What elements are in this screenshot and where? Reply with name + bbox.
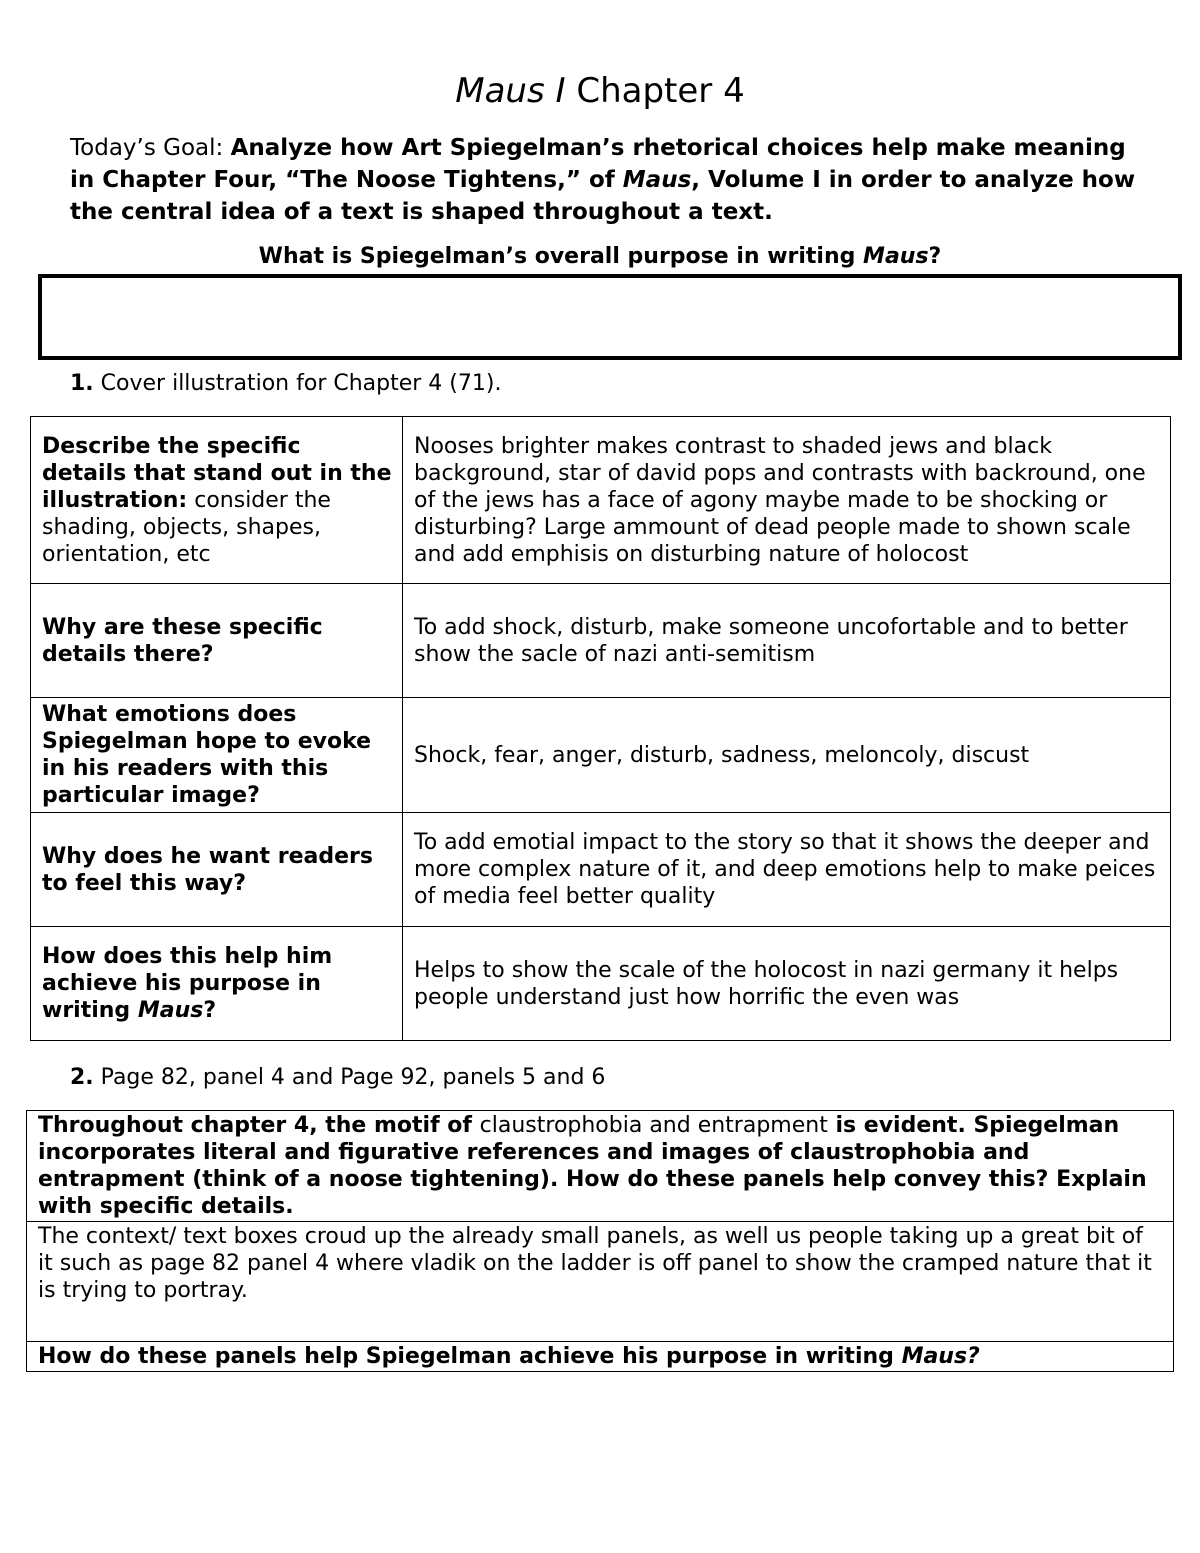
- answer-cell[interactable]: To add shock, disturb, make someone uncofortable and to better show the sacle of nazi anti-semitism: [403, 584, 1171, 698]
- question-cell: [31, 927, 403, 1041]
- question-cell: [31, 698, 403, 813]
- purpose-question-end: ?: [928, 244, 942, 269]
- goal-text-1: Analyze how Art Spiegelman’s rhetorical choices help make meaning in Chapter Four, “The Noose Tightens,” of: [70, 135, 1126, 193]
- title-rest: Chapter 4: [565, 71, 745, 111]
- final-question-italic: Maus?: [901, 1344, 980, 1369]
- answer-cell[interactable]: Shock, fear, anger, disturb, sadness, meloncoly, discust: [403, 698, 1171, 813]
- motif-answer-cell[interactable]: The context/ text boxes croud up the already small panels, as well us people taking up a great bit of it such as page 82 panel 4 where vladik on the ladder is off panel to show the cramped nature that it is trying to portray.: [27, 1222, 1174, 1342]
- section-1-text: Cover illustration for Chapter 4 (71).: [93, 371, 502, 396]
- question-text: How does this help him achieve his purpose in writing: [42, 944, 333, 1023]
- table-row: [27, 1111, 1174, 1222]
- title-italic: Maus I: [455, 71, 566, 111]
- motif-prompt-normal: claustrophobia and entrapment: [479, 1113, 828, 1138]
- question-cell: [31, 584, 403, 698]
- question-text: Why are these specific details there?: [42, 614, 323, 667]
- final-question-text: How do these panels help Spiegelman achieve his purpose in writing: [38, 1344, 902, 1369]
- section-1-number: 1.: [70, 371, 94, 396]
- motif-prompt-bold-2: is evident. Spiegelman incorporates literal and figurative references and images of claustrophobia and entrapment (think of a noose tightening). How do these panels help convey this? Explain with specific details.: [38, 1113, 1147, 1219]
- question-italic: Maus: [137, 998, 204, 1023]
- question-cell: [31, 417, 403, 584]
- table-row: [27, 1342, 1174, 1372]
- table-row: [27, 1222, 1174, 1342]
- question-subtext: consider the shading, objects, shapes, orientation, etc: [42, 487, 331, 567]
- question-text: Describe the specific details that stand out in the illustration:: [42, 433, 392, 513]
- answer-cell[interactable]: Nooses brighter makes contrast to shaded jews and black background, star of david pops and contrasts with backround, one of the jews has a face of agony maybe made to be shocking or disturbing? Large ammount of dead people made to shown scale and add emphisis on disturbing nature of holocost: [403, 417, 1171, 584]
- purpose-answer-box[interactable]: [38, 274, 1182, 360]
- goal-text-italic: Maus: [622, 167, 692, 193]
- purpose-question-text: What is Spiegelman’s overall purpose in writing: [258, 244, 864, 269]
- section-2-number: 2.: [70, 1065, 94, 1090]
- motif-table: [26, 1110, 1174, 1372]
- table-row: [31, 813, 1171, 927]
- motif-prompt-cell: [27, 1111, 1174, 1222]
- motif-prompt-bold-1: Throughout chapter 4, the motif of: [38, 1113, 480, 1138]
- question-cell: [31, 813, 403, 927]
- final-question-cell: [27, 1342, 1174, 1372]
- section-1-label: [70, 369, 501, 399]
- question-text: Why does he want readers to feel this way?: [42, 843, 373, 896]
- purpose-question: [0, 242, 1200, 272]
- answer-cell[interactable]: Helps to show the scale of the holocost in nazi germany it helps people understand just how horrific the even was: [403, 927, 1171, 1041]
- question-text: What emotions does Spiegelman hope to evoke in his readers with this particular image?: [42, 702, 372, 808]
- section-2-text: Page 82, panel 4 and Page 92, panels 5 and 6: [93, 1065, 606, 1090]
- question-end: ?: [203, 998, 217, 1023]
- todays-goal: [70, 132, 1150, 228]
- section-2-label: [70, 1063, 605, 1093]
- table-row: [31, 417, 1171, 584]
- table-row: [31, 698, 1171, 813]
- table-row: [31, 927, 1171, 1041]
- page-title: [0, 68, 1200, 114]
- goal-text-2: , Volume I in order to analyze how the central idea of a text is shaped throughout a text.: [70, 167, 1136, 225]
- goal-label: Today’s Goal:: [70, 135, 231, 161]
- table-row: [31, 584, 1171, 698]
- purpose-question-italic: Maus: [863, 244, 929, 269]
- cover-illustration-table: [30, 416, 1171, 1041]
- answer-cell[interactable]: To add emotial impact to the story so that it shows the deeper and more complex nature of it, and deep emotions help to make peices of media feel better quality: [403, 813, 1171, 927]
